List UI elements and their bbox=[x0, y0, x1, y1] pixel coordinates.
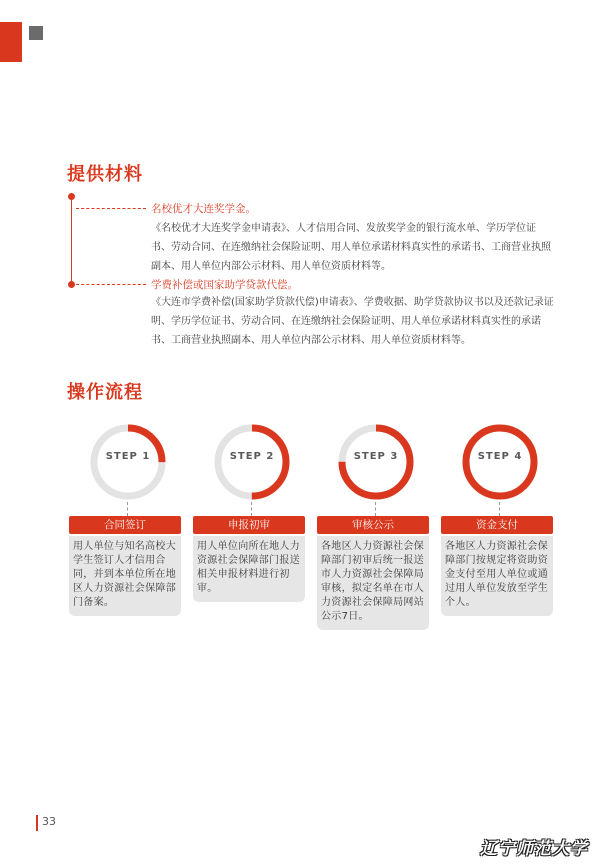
ring-progress-arc bbox=[94, 428, 162, 496]
ring-progress-arc bbox=[466, 428, 534, 496]
step-connector bbox=[251, 502, 252, 516]
step-connector bbox=[127, 502, 128, 516]
timeline-connector bbox=[76, 208, 146, 209]
step-label: STEP 2 bbox=[229, 451, 275, 462]
step-connector bbox=[499, 502, 500, 516]
corner-red-block bbox=[0, 22, 22, 62]
step-card bbox=[317, 418, 437, 628]
step-card bbox=[441, 418, 561, 628]
progress-ring-svg bbox=[336, 422, 416, 502]
step-card bbox=[193, 418, 313, 628]
step-connector bbox=[375, 502, 376, 516]
material-item-text: 《名校优才大连奖学金申请表》、人才信用合同、发放奖学金的银行流水单、学历学位证书、劳动合同、在连缴纳社会保险证明、用人单位承诺材料真实性的承诺书、工商营业执照副本、用人单位内部公示材料、用人单位资质材料等。 bbox=[151, 223, 551, 272]
progress-ring-svg bbox=[460, 422, 540, 502]
ring-progress-arc bbox=[342, 428, 410, 496]
progress-ring-svg bbox=[88, 422, 168, 502]
timeline-dot bbox=[68, 193, 75, 200]
ring-track bbox=[342, 428, 410, 496]
timeline-dot bbox=[68, 281, 75, 288]
step-label: STEP 4 bbox=[477, 451, 523, 462]
material-item-title: 学费补偿或国家助学贷款代偿。 bbox=[151, 279, 298, 291]
ring-track bbox=[466, 428, 534, 496]
step-description: 各地区人力资源社会保障部门初审后统一报送市人力资源社会保障局审核，拟定名单在市人力资源社会保障局网站公示7日。 bbox=[317, 536, 429, 630]
step-label: STEP 1 bbox=[105, 451, 151, 462]
ring-track bbox=[94, 428, 162, 496]
university-watermark: 辽宁师范大学 bbox=[480, 839, 588, 859]
step-title: 审核公示 bbox=[317, 516, 429, 534]
step-card bbox=[69, 418, 189, 628]
step-progress-ring bbox=[336, 422, 416, 502]
material-item-title: 名校优才大连奖学金。 bbox=[151, 203, 256, 215]
step-progress-ring bbox=[212, 422, 292, 502]
materials-heading: 提供材料 bbox=[67, 164, 143, 185]
step-progress-ring bbox=[88, 422, 168, 502]
progress-ring-svg bbox=[212, 422, 292, 502]
ring-progress-arc bbox=[218, 428, 286, 496]
step-description: 各地区人力资源社会保障部门按规定将资助资金支付至用人单位或通过用人单位发放至学生个人。 bbox=[441, 536, 553, 616]
step-title: 资金支付 bbox=[441, 516, 553, 534]
page-number: 33 bbox=[42, 815, 56, 828]
step-title: 合同签订 bbox=[69, 516, 181, 534]
step-title: 申报初审 bbox=[193, 516, 305, 534]
timeline-line bbox=[71, 196, 72, 284]
step-label: STEP 3 bbox=[353, 451, 399, 462]
step-description: 用人单位向所在地人力资源社会保障部门报送相关申报材料进行初审。 bbox=[193, 536, 305, 602]
ring-track bbox=[218, 428, 286, 496]
step-description: 用人单位与知名高校大学生签订人才信用合同，并到本单位所在地区人力资源社会保障部门备案。 bbox=[69, 536, 181, 616]
step-progress-ring bbox=[460, 422, 540, 502]
corner-gray-square bbox=[29, 26, 43, 40]
page-number-bar bbox=[36, 815, 38, 831]
timeline-connector bbox=[76, 284, 146, 285]
process-heading: 操作流程 bbox=[67, 382, 143, 403]
material-item-text: 《大连市学费补偿(国家助学贷款代偿)申请表》、学费收据、助学贷款协议书以及还款记录证明、学历学位证书、劳动合同、在连缴纳社会保险证明、用人单位承诺材料真实性的承诺书、工商营业执照副本、用人单位内部公示材料、用人单位资质材料等。 bbox=[151, 297, 554, 346]
